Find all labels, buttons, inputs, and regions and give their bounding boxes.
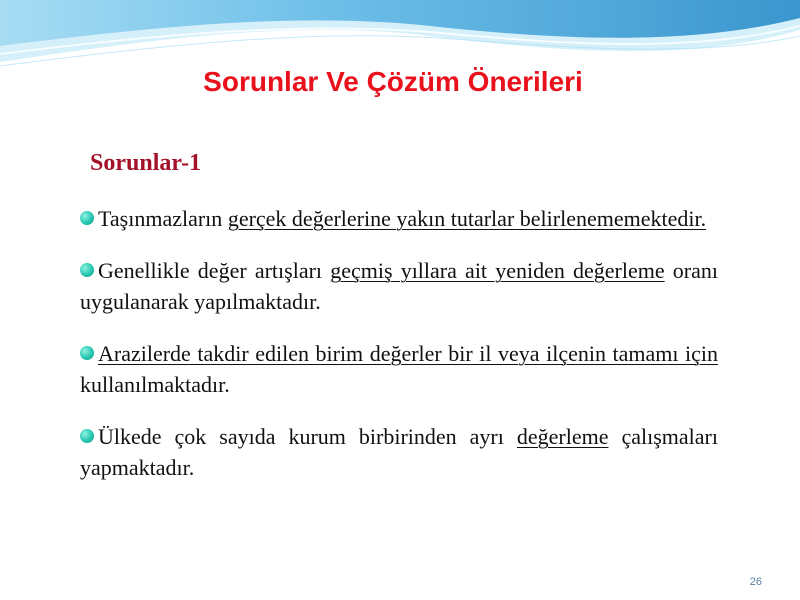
- bullet-text: oranı uygulanarak yapılmaktadır.: [80, 258, 719, 314]
- bullet-text: Taşınmazların: [98, 206, 228, 231]
- bullet-item: [80, 255, 718, 317]
- bullet-item: [80, 421, 718, 483]
- bullet-dot-icon: [80, 429, 94, 443]
- bullet-dot-icon: [80, 263, 94, 277]
- bullet-text: çalışmaları yapmaktadır.: [80, 424, 718, 480]
- slide-subtitle: Sorunlar-1: [90, 150, 202, 176]
- bullet-list: [80, 203, 718, 483]
- underlined-text: geçmiş yıllara ait yeniden değerleme: [330, 258, 665, 283]
- bullet-text: kullanılmaktadır.: [80, 372, 230, 397]
- underlined-text: gerçek değerlerine yakın tutarlar belirlenememektedir.: [227, 206, 707, 231]
- underlined-text: Arazilerde takdir edilen birim değerler bir il veya ilçenin tamamı için: [98, 341, 718, 366]
- bullet-dot-icon: [80, 346, 94, 360]
- bullet-text: Ülkede çok sayıda kurum birbirinden ayrı: [98, 424, 517, 449]
- bullet-dot-icon: [80, 211, 94, 225]
- bullet-text: Genellikle değer artışları: [98, 258, 331, 283]
- page-number: 26: [749, 576, 762, 588]
- underlined-text: değerleme: [516, 424, 609, 449]
- slide-title: Sorunlar Ve Çözüm Önerileri: [203, 66, 583, 97]
- bullet-item: [80, 203, 718, 234]
- bullet-item: [80, 338, 718, 400]
